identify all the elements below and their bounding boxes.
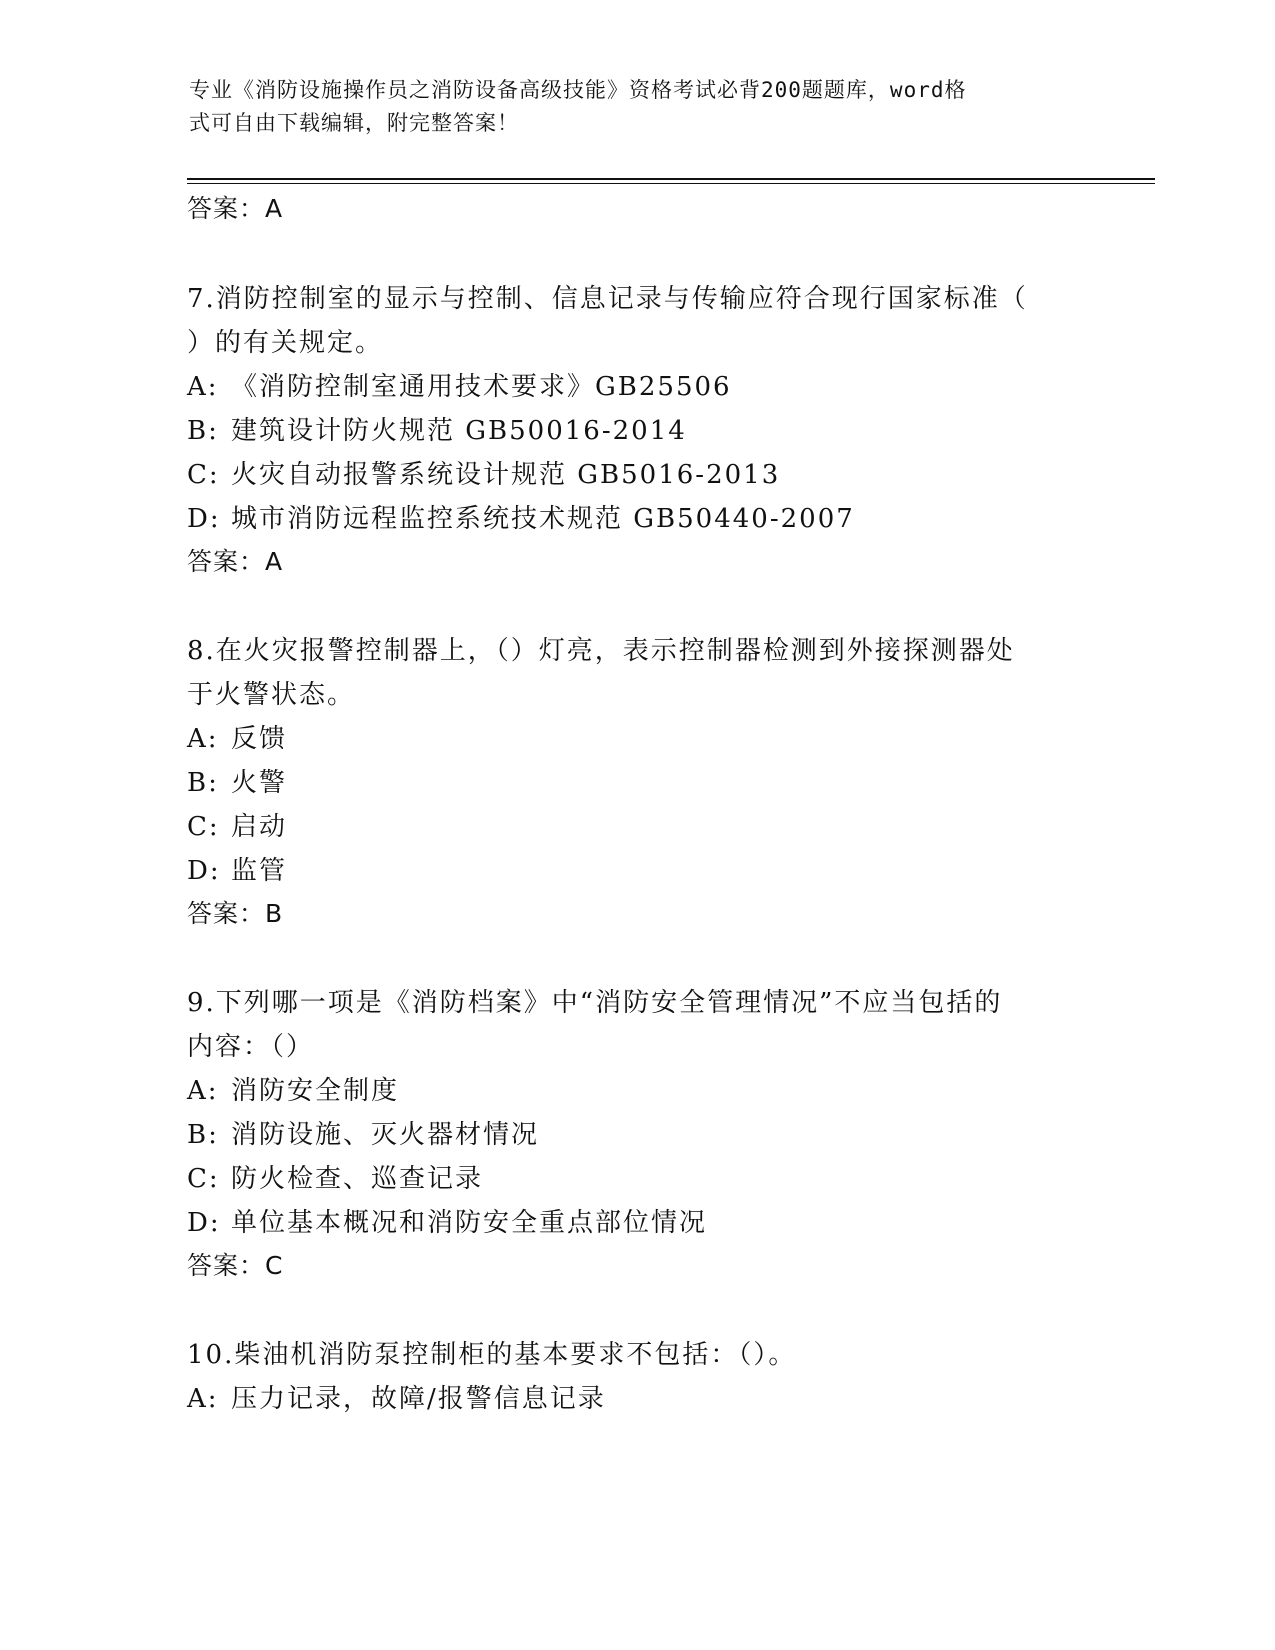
previous-answer: 答案：A [187, 194, 284, 223]
option-text: 《消防控制室通用技术要求》GB25506 [231, 372, 732, 402]
option-d [187, 854, 287, 888]
option-text: 监管 [231, 856, 288, 886]
option-b [187, 766, 287, 800]
header-rule-thin [187, 183, 1155, 184]
answer-line: 答案：C [187, 1251, 284, 1280]
option-label: A: [187, 1384, 219, 1414]
option-d [187, 502, 855, 536]
option-a [187, 1382, 606, 1416]
header-line-1: 专业《消防设施操作员之消防设备高级技能》资格考试必背200题题库，word格 [189, 78, 967, 102]
header-line-2: 式可自由下载编辑，附完整答案！ [189, 111, 519, 135]
option-label: C: [187, 460, 220, 490]
option-label: D: [187, 504, 221, 534]
option-text: 城市消防远程监控系统技术规范 GB50440-2007 [231, 504, 855, 534]
option-label: C: [187, 812, 220, 842]
option-d [187, 1206, 707, 1240]
option-label: C: [187, 1164, 220, 1194]
option-a [187, 722, 287, 756]
option-text: 火灾自动报警系统设计规范 GB5016-2013 [231, 460, 781, 490]
option-label: D: [187, 856, 221, 886]
option-text: 防火检查、巡查记录 [231, 1164, 484, 1194]
option-text: 消防设施、灭火器材情况 [231, 1120, 540, 1150]
answer-line: 答案：A [187, 547, 284, 576]
option-text: 反馈 [231, 724, 288, 754]
option-text: 火警 [231, 768, 288, 798]
option-text: 压力记录，故障/报警信息记录 [231, 1384, 606, 1414]
question-text-line-2: 内容：（） [187, 1032, 315, 1062]
option-text: 消防安全制度 [231, 1076, 400, 1106]
option-label: A: [187, 1076, 219, 1106]
option-label: B: [187, 1120, 219, 1150]
option-text: 启动 [231, 812, 288, 842]
question-text-line-2: 于火警状态。 [187, 680, 356, 710]
option-label: B: [187, 416, 219, 446]
header-rule-thick [187, 178, 1155, 180]
option-c [187, 1162, 483, 1196]
question-text-line-1: 8.在火灾报警控制器上，（）灯亮，表示控制器检测到外接探测器处 [187, 636, 1015, 666]
option-label: D: [187, 1208, 221, 1238]
option-c [187, 458, 780, 492]
question-text-line-1: 10.柴油机消防泵控制柜的基本要求不包括：（）。 [187, 1340, 797, 1370]
option-c [187, 810, 287, 844]
option-a [187, 370, 732, 404]
option-b [187, 414, 687, 448]
question-text-line-2: ）的有关规定。 [187, 328, 384, 358]
question-text-line-1: 9.下列哪一项是《消防档案》中“消防安全管理情况”不应当包括的 [187, 988, 1003, 1018]
option-label: A: [187, 724, 219, 754]
question-text-line-1: 7.消防控制室的显示与控制、信息记录与传输应符合现行国家标准（ [187, 284, 1028, 314]
document-header [189, 74, 1069, 140]
option-b [187, 1118, 539, 1152]
option-text: 建筑设计防火规范 GB50016-2014 [231, 416, 687, 446]
answer-line: 答案：B [187, 899, 284, 928]
option-label: A: [187, 372, 219, 402]
option-text: 单位基本概况和消防安全重点部位情况 [231, 1208, 708, 1238]
option-a [187, 1074, 399, 1108]
option-label: B: [187, 768, 219, 798]
